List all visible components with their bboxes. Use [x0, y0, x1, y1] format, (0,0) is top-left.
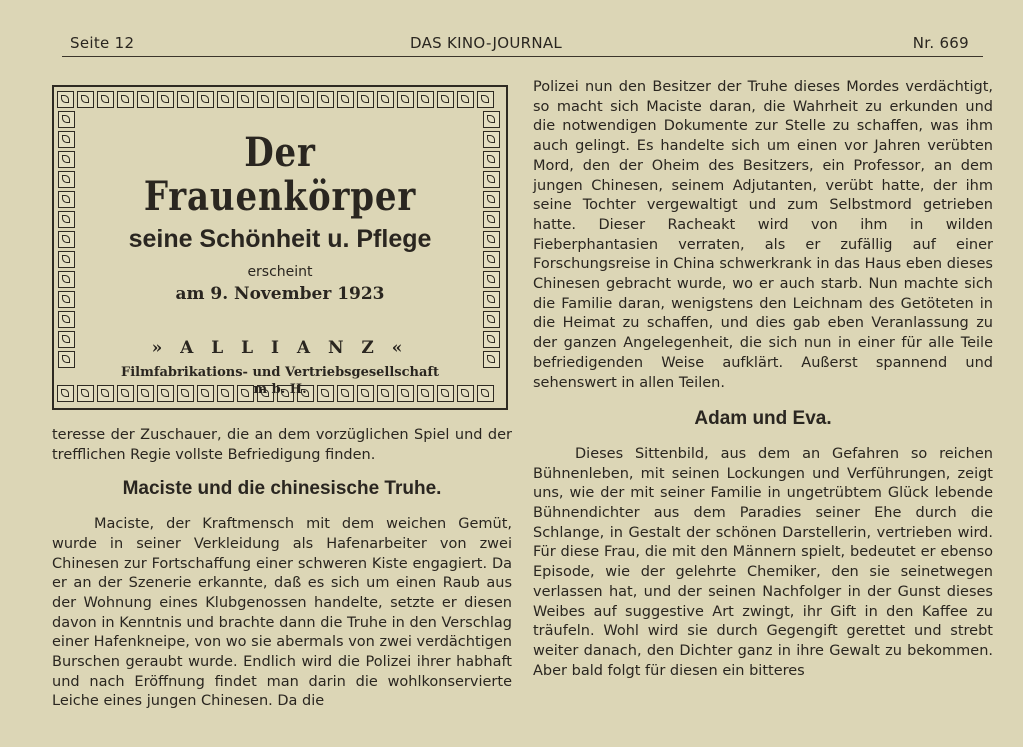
ad-subtitle: seine Schönheit u. Pflege	[128, 225, 432, 253]
leaf-ornament-icon	[177, 91, 194, 108]
leaf-ornament-icon	[483, 231, 500, 248]
leaf-ornament-icon	[97, 91, 114, 108]
ad-brand: » A L L I A N Z «	[151, 338, 409, 358]
article-heading-adam-eva: Adam und Eva.	[694, 408, 832, 430]
leaf-ornament-icon	[483, 331, 500, 348]
leaf-ornament-icon	[317, 91, 334, 108]
leaf-ornament-icon	[77, 91, 94, 108]
leaf-ornament-icon	[483, 271, 500, 288]
leaf-ornament-icon	[483, 111, 500, 128]
leaf-ornament-icon	[477, 385, 494, 402]
issue-number: Nr. 669	[912, 34, 969, 52]
leaf-ornament-icon	[297, 91, 314, 108]
leaf-ornament-icon	[197, 91, 214, 108]
leaf-ornament-icon	[483, 211, 500, 228]
leaf-ornament-icon	[483, 251, 500, 268]
leaf-ornament-icon	[377, 91, 394, 108]
leaf-ornament-icon	[58, 311, 75, 328]
leaf-ornament-icon	[58, 171, 75, 188]
leaf-ornament-icon	[58, 151, 75, 168]
journal-title: DAS KINO-JOURNAL	[410, 34, 563, 52]
leaf-ornament-icon	[337, 91, 354, 108]
leaf-ornament-icon	[117, 91, 134, 108]
leaf-ornament-icon	[58, 131, 75, 148]
leaf-ornament-icon	[417, 91, 434, 108]
leaf-ornament-icon	[477, 91, 494, 108]
ad-company-line2: m b. H.	[253, 382, 307, 397]
ad-company-line1: Filmfabrikations- und Vertriebsgesellschaft	[120, 365, 440, 380]
leaf-ornament-icon	[437, 91, 454, 108]
right-column-text	[533, 78, 993, 681]
leaf-ornament-icon	[457, 91, 474, 108]
ad-appears: erscheint	[247, 264, 313, 280]
leaf-ornament-icon	[397, 91, 414, 108]
left-column-text	[52, 426, 512, 712]
ad-title: Der Frauenkörper	[143, 129, 417, 220]
leaf-ornament-icon	[483, 191, 500, 208]
right-body-paragraph: Polizei nun den Besitzer der Truhe dieses Mordes verdächtigt, so macht sich Maciste daran, die Wahrheit zu erkunden und die notwendigen Dokumente zur Stelle zu schaffen, was ihm auch gelingt. Es handelte sich um einen vor Jahren verübten Mord, den der Oheim des Besitzers, ein Professor, an dem jungen Chinesen, seinem Adjutanten, verübt hatte, der ihm seine Tochter vergewaltigt und zum Selbstmord getrieben hatte. Dieser Racheakt wird von ihm in wilden Fieberphantasien verraten, als er zufällig auf einer Forschungsreise in China schwerkrank in das Haus eben dieses Chinesen gebracht wurde, wo er auch starb. Nun machte sich die Familie daran, wenigstens den Leichnam des Getöteten in die Heimat zu schaffen, und dies gab eben Veranlassung zu der ganzen Angelegenheit, die sich nun in einer für alle Teile befriedigenden Weise aufklärt. Außerst spannend und sehenswert in allen Teilen.	[533, 79, 993, 391]
ad-company	[84, 364, 476, 398]
leaf-ornament-icon	[58, 111, 75, 128]
leaf-ornament-icon	[483, 171, 500, 188]
leaf-ornament-icon	[357, 91, 374, 108]
leaf-ornament-icon	[58, 291, 75, 308]
ornament-border-right	[483, 111, 502, 384]
advertisement-box	[52, 85, 508, 410]
ornament-border-left	[58, 111, 77, 384]
ad-date: am 9. November 1923	[175, 284, 385, 304]
leaf-ornament-icon	[58, 351, 75, 368]
leaf-ornament-icon	[483, 311, 500, 328]
ornament-border-top	[54, 91, 506, 110]
page-number: Seite 12	[70, 34, 135, 52]
right-body-paragraph-2: Dieses Sittenbild, aus dem an Gefahren so reichen Bühnenleben, mit seinen Lockungen und Verführungen, zeigt uns, wie der mit seiner Familie in ungetrübtem Glück lebende Bühnendichter aus dem Paradies seiner Ehe durch die Schlange, in Gestalt der schönen Darstellerin, vertrieben wird. Für diese Frau, die mit den Männern spielt, bedeutet er ebenso Episode, wie der gelehrte Chemiker, den sie seinetwegen verlassen hat, und der seinen Nachfolger in der Gunst dieses Weibes auf suggestive Art zwingt, ihr Gift in den Kaffee zu träufeln. Wohl wird sie durch Gegengift gerettet und strebt weiter danach, den Dichter ganz in ihre Gewalt zu bekommen. Aber bald folgt für diesen ein bitteres	[533, 445, 993, 679]
leaf-ornament-icon	[483, 351, 500, 368]
leaf-ornament-icon	[483, 151, 500, 168]
leaf-ornament-icon	[57, 91, 74, 108]
leaf-ornament-icon	[58, 191, 75, 208]
leaf-ornament-icon	[483, 131, 500, 148]
leaf-ornament-icon	[483, 291, 500, 308]
leaf-ornament-icon	[277, 91, 294, 108]
header-rule	[62, 56, 983, 57]
leaf-ornament-icon	[57, 385, 74, 402]
leaf-ornament-icon	[137, 91, 154, 108]
page-header	[70, 34, 969, 58]
leaf-ornament-icon	[257, 91, 274, 108]
article-heading-maciste: Maciste und die chinesische Truhe.	[122, 478, 442, 500]
left-body-paragraph: Maciste, der Kraftmensch mit dem weichen Gemüt, wurde in seiner Verkleidung als Hafenarbeiter von zwei Chinesen zur Fortschaffung einer schweren Kiste engagiert. Da er an der Szenerie erkannte, daß es sich um einen Raub aus der Wohnung eines Klubgenossen handelte, setzte er diesen davon in Kenntnis und brachte dann die Truhe in den Verschlag einer Hafenkneipe, von wo sie abermals von zwei verdächtigen Burschen geraubt wurde. Endlich wird die Polizei ihrer habhaft und nach Eröffnung findet man darin die wohlkonservierte Leiche eines jungen Chinesen. Da die	[52, 516, 512, 710]
leaf-ornament-icon	[58, 271, 75, 288]
leaf-ornament-icon	[157, 91, 174, 108]
advertisement-content	[84, 115, 476, 397]
leaf-ornament-icon	[58, 251, 75, 268]
left-intro-paragraph: teresse der Zuschauer, die an dem vorzüglichen Spiel und der trefflichen Regie vollste Befriedigung finden.	[52, 427, 512, 463]
leaf-ornament-icon	[58, 331, 75, 348]
leaf-ornament-icon	[217, 91, 234, 108]
leaf-ornament-icon	[58, 231, 75, 248]
leaf-ornament-icon	[237, 91, 254, 108]
leaf-ornament-icon	[58, 211, 75, 228]
